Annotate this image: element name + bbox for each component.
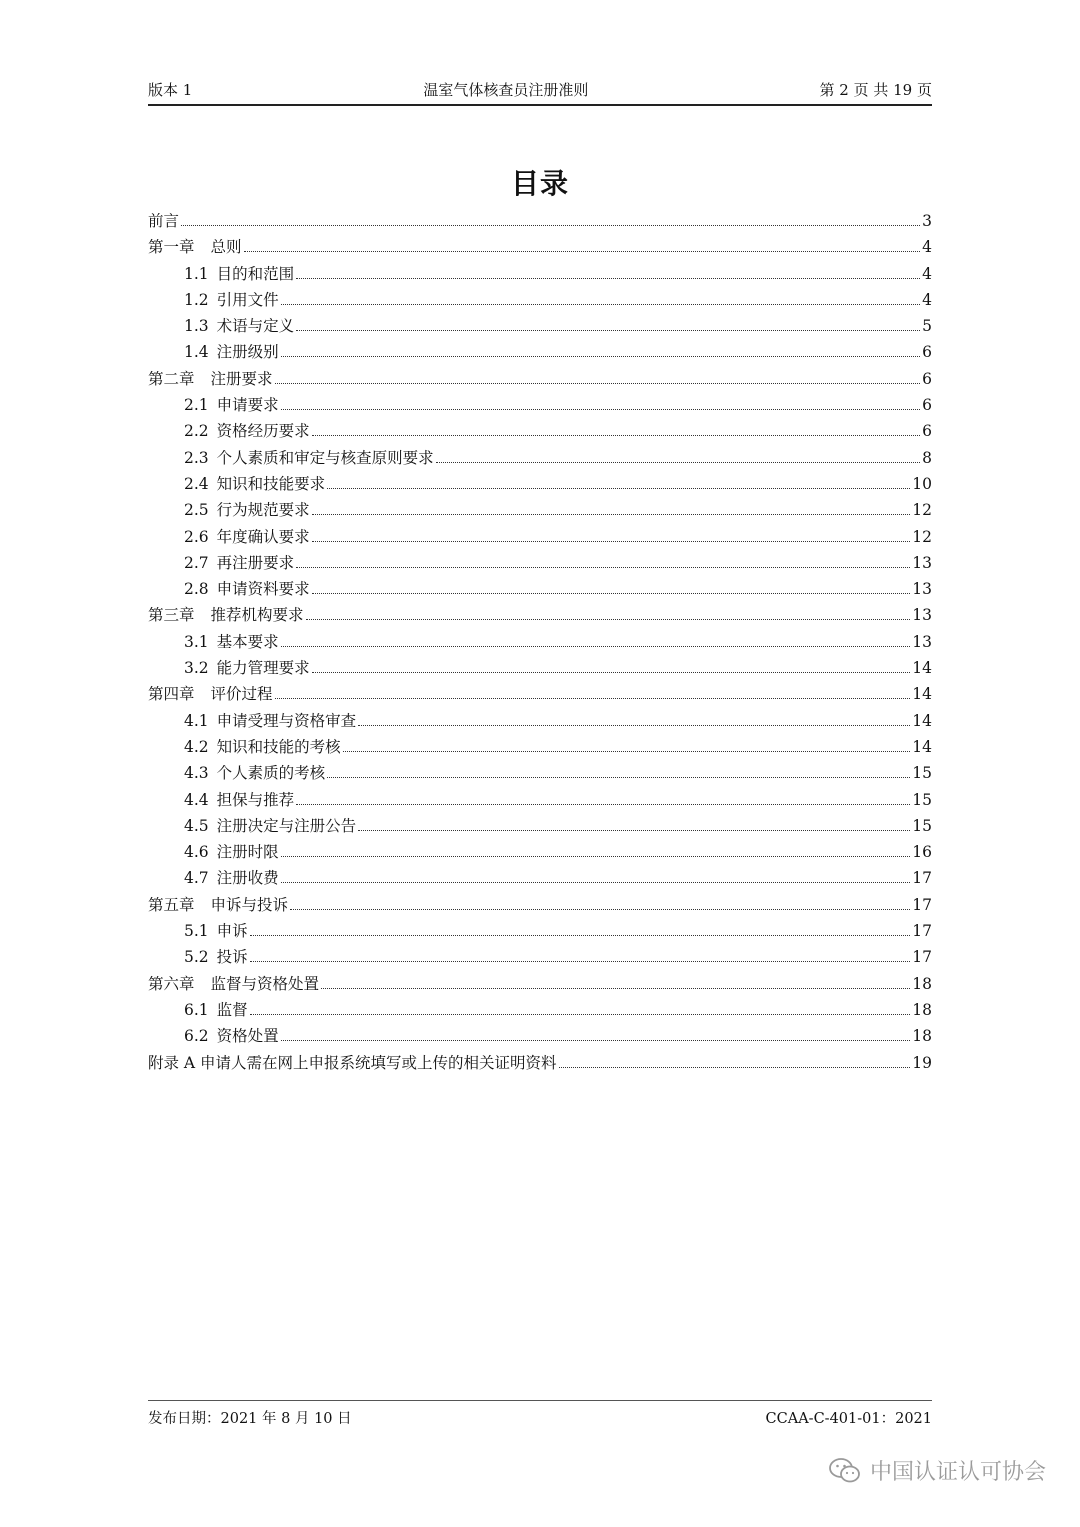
- toc-entry-page: 18: [912, 974, 932, 993]
- toc-entry-page: 13: [912, 606, 932, 625]
- toc-entry-number: 5.1: [184, 922, 209, 941]
- toc-entry-number: 4.4: [184, 790, 209, 809]
- dot-leader: [296, 566, 910, 568]
- toc-entry-label: 资格处置: [216, 1027, 279, 1046]
- toc-entry[interactable]: [148, 524, 932, 550]
- dot-leader: [281, 408, 920, 410]
- toc-entry-label: 注册要求: [210, 369, 273, 388]
- toc-entry-page: 6: [922, 343, 932, 362]
- toc-entry-page: 4: [922, 264, 932, 283]
- toc-entry[interactable]: [148, 471, 932, 497]
- dot-leader: [281, 1039, 911, 1041]
- toc-entry-label: 监督与资格处置: [210, 974, 320, 993]
- footer-publish-date: 发布日期：2021 年 8 月 10 日: [148, 1411, 352, 1427]
- toc-entry-page: 12: [912, 501, 932, 520]
- dot-leader: [343, 750, 911, 752]
- toc-entry-page: 10: [912, 474, 932, 493]
- toc-entry-number: 3.1: [184, 632, 209, 651]
- dot-leader: [327, 776, 910, 778]
- header-version: 版本 1: [148, 81, 193, 99]
- toc-entry-label: 个人素质的考核: [216, 764, 326, 783]
- toc-entry[interactable]: [148, 839, 932, 865]
- toc-entry-label: 基本要求: [216, 632, 279, 651]
- toc-entry[interactable]: [148, 629, 932, 655]
- dot-leader: [181, 224, 920, 226]
- toc-entry-number: 第六章: [148, 974, 195, 993]
- toc-entry-label: 再注册要求: [216, 553, 295, 572]
- toc-entry-label: 行为规范要求: [216, 501, 310, 520]
- toc-entry-number: 4.7: [184, 869, 209, 888]
- toc-entry[interactable]: [148, 1023, 932, 1049]
- toc-entry-page: 18: [912, 1000, 932, 1019]
- toc-entry[interactable]: [148, 445, 932, 471]
- toc-entry-page: 15: [912, 790, 932, 809]
- toc-entry-label: 申诉与投诉: [210, 895, 289, 914]
- toc-entry-page: 5: [922, 317, 932, 336]
- toc-entry-page: 19: [912, 1053, 932, 1072]
- dot-leader: [281, 645, 911, 647]
- toc-entry-number: 5.2: [184, 948, 209, 967]
- toc-entry[interactable]: [148, 655, 932, 681]
- toc-entry-label: 个人素质和审定与核查原则要求: [216, 448, 434, 467]
- dot-leader: [244, 250, 920, 252]
- dot-leader: [559, 1066, 911, 1068]
- page-footer: [148, 1400, 932, 1428]
- toc-entry-page: 14: [912, 711, 932, 730]
- toc-entry-number: 6.1: [184, 1000, 209, 1019]
- toc-entry[interactable]: [148, 944, 932, 970]
- toc-entry[interactable]: [148, 418, 932, 444]
- dot-leader: [281, 855, 911, 857]
- toc-entry-number: 4.3: [184, 764, 209, 783]
- toc-entry-page: 17: [912, 948, 932, 967]
- toc-entry-number: 4.5: [184, 816, 209, 835]
- toc-entry-number: 1.2: [184, 290, 209, 309]
- toc-entry-number: 第一章: [148, 238, 195, 257]
- toc-entry[interactable]: [148, 813, 932, 839]
- toc-entry-label: 注册级别: [216, 343, 279, 362]
- toc-entry-number: 6.2: [184, 1027, 209, 1046]
- toc-entry-page: 4: [922, 238, 932, 257]
- toc-entry-label: 申请资料要求: [216, 580, 310, 599]
- toc-entry-label: 申请受理与资格审查: [216, 711, 357, 730]
- toc-entry-page: 15: [912, 816, 932, 835]
- dot-leader: [312, 434, 920, 436]
- toc-entry-label: 投诉: [216, 948, 248, 967]
- toc-entry[interactable]: [148, 760, 932, 786]
- toc-entry[interactable]: [148, 971, 932, 997]
- toc-entry-page: 14: [912, 737, 932, 756]
- footer-document-code: CCAA-C-401-01：2021: [765, 1411, 932, 1427]
- toc-entry[interactable]: [148, 602, 932, 628]
- toc-entry-label: 引用文件: [216, 290, 279, 309]
- toc-entry[interactable]: [148, 576, 932, 602]
- dot-leader: [275, 697, 911, 699]
- toc-entry-label: 能力管理要求: [216, 659, 310, 678]
- table-of-contents: [148, 208, 932, 1076]
- toc-entry[interactable]: [148, 234, 932, 260]
- toc-entry-page: 17: [912, 895, 932, 914]
- dot-leader: [281, 355, 920, 357]
- toc-entry[interactable]: [148, 918, 932, 944]
- toc-entry-label: 术语与定义: [216, 317, 295, 336]
- dot-leader: [296, 803, 910, 805]
- toc-entry-page: 3: [922, 212, 932, 230]
- toc-entry[interactable]: [148, 366, 932, 392]
- toc-entry[interactable]: [148, 287, 932, 313]
- toc-entry-page: 14: [912, 659, 932, 678]
- toc-entry-label: 总则: [210, 238, 242, 257]
- toc-entry-label: 评价过程: [210, 685, 273, 704]
- toc-entry[interactable]: [148, 708, 932, 734]
- toc-entry-page: 4: [922, 290, 932, 309]
- dot-leader: [275, 382, 920, 384]
- toc-entry-label: 申诉: [216, 922, 248, 941]
- toc-entry-number: 2.4: [184, 474, 209, 493]
- toc-entry-label: 年度确认要求: [216, 527, 310, 546]
- dot-leader: [358, 829, 910, 831]
- toc-entry-label: 注册决定与注册公告: [216, 816, 357, 835]
- toc-entry[interactable]: [148, 208, 932, 234]
- toc-entry-page: 15: [912, 764, 932, 783]
- toc-entry-page: 13: [912, 553, 932, 572]
- dot-leader: [290, 908, 910, 910]
- toc-entry-number: 2.5: [184, 501, 209, 520]
- toc-entry[interactable]: [148, 313, 932, 339]
- header-document-title: 温室气体核查员注册准则: [423, 81, 589, 99]
- watermark: [828, 1455, 1046, 1486]
- dot-leader: [321, 987, 910, 989]
- toc-entry[interactable]: [148, 392, 932, 418]
- toc-entry[interactable]: [148, 550, 932, 576]
- toc-entry-page: 17: [912, 922, 932, 941]
- toc-entry-number: 2.7: [184, 553, 209, 572]
- dot-leader: [250, 934, 911, 936]
- dot-leader: [312, 540, 911, 542]
- dot-leader: [281, 303, 920, 305]
- toc-entry[interactable]: [148, 892, 932, 918]
- toc-entry-number: 1.4: [184, 343, 209, 362]
- toc-entry-label: 申请要求: [216, 396, 279, 415]
- toc-entry-page: 6: [922, 369, 932, 388]
- toc-entry-label: 推荐机构要求: [210, 606, 304, 625]
- page-header: [148, 74, 932, 106]
- toc-entry-number: 1.1: [184, 264, 209, 283]
- dot-leader: [312, 513, 911, 515]
- dot-leader: [296, 329, 920, 331]
- toc-entry-number: 第四章: [148, 685, 195, 704]
- dot-leader: [312, 671, 911, 673]
- toc-entry[interactable]: [148, 681, 932, 707]
- toc-entry-label: 监督: [216, 1000, 248, 1019]
- toc-entry[interactable]: [148, 734, 932, 760]
- dot-leader: [250, 960, 911, 962]
- toc-entry-page: 6: [922, 422, 932, 441]
- toc-entry-page: 16: [912, 843, 932, 862]
- toc-entry-label: 目的和范围: [216, 264, 295, 283]
- toc-title: 目录: [510, 167, 569, 200]
- toc-entry-page: 13: [912, 580, 932, 599]
- wechat-icon: [828, 1457, 862, 1485]
- dot-leader: [312, 592, 911, 594]
- toc-entry-number: 2.1: [184, 396, 209, 415]
- toc-entry-number: 第三章: [148, 606, 195, 625]
- dot-leader: [358, 724, 910, 726]
- toc-entry-page: 17: [912, 869, 932, 888]
- toc-entry-page: 12: [912, 527, 932, 546]
- toc-entry-page: 6: [922, 396, 932, 415]
- toc-entry-number: 4.6: [184, 843, 209, 862]
- dot-leader: [306, 618, 911, 620]
- toc-entry-page: 18: [912, 1027, 932, 1046]
- dot-leader: [436, 461, 920, 463]
- toc-entry-number: 4.1: [184, 711, 209, 730]
- watermark-text: 中国认证认可协会: [869, 1460, 1046, 1485]
- toc-entry[interactable]: [148, 997, 932, 1023]
- header-page-number: 第 2 页 共 19 页: [819, 81, 932, 99]
- toc-entry-page: 13: [912, 632, 932, 651]
- toc-entry-number: 2.3: [184, 448, 209, 467]
- toc-entry-label: 前言: [148, 212, 180, 230]
- toc-entry-label: 知识和技能要求: [216, 474, 326, 493]
- dot-leader: [327, 487, 910, 489]
- toc-entry-number: 3.2: [184, 659, 209, 678]
- toc-entry-page: 14: [912, 685, 932, 704]
- toc-entry-label: 担保与推荐: [216, 790, 295, 809]
- toc-entry-number: 第五章: [148, 895, 195, 914]
- toc-entry-label: 注册时限: [216, 843, 279, 862]
- dot-leader: [281, 881, 911, 883]
- toc-entry[interactable]: [148, 787, 932, 813]
- toc-entry[interactable]: [148, 865, 932, 891]
- toc-entry-page: 8: [922, 448, 932, 467]
- toc-entry-number: 2.2: [184, 422, 209, 441]
- dot-leader: [250, 1013, 911, 1015]
- toc-entry-number: 2.8: [184, 580, 209, 599]
- toc-entry-number: 1.3: [184, 317, 209, 336]
- toc-entry[interactable]: [148, 261, 932, 287]
- toc-entry-number: 第二章: [148, 369, 195, 388]
- toc-entry-label: 注册收费: [216, 869, 279, 888]
- toc-entry[interactable]: [148, 339, 932, 365]
- toc-entry-label: 资格经历要求: [216, 422, 310, 441]
- toc-entry-number: 4.2: [184, 737, 209, 756]
- dot-leader: [296, 277, 920, 279]
- toc-entry-label: 附录 A 申请人需在网上申报系统填写或上传的相关证明资料: [148, 1053, 557, 1072]
- toc-entry[interactable]: [148, 1050, 932, 1076]
- toc-entry[interactable]: [148, 497, 932, 523]
- toc-entry-label: 知识和技能的考核: [216, 737, 341, 756]
- toc-entry-number: 2.6: [184, 527, 209, 546]
